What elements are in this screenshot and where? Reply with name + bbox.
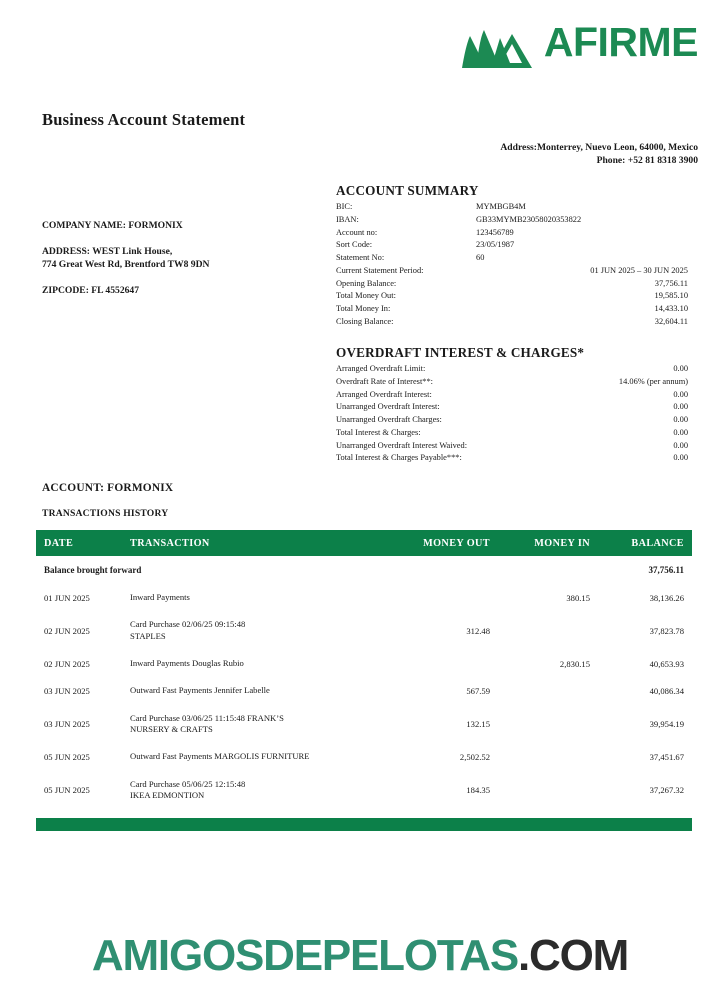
column-header-date: DATE — [36, 530, 122, 556]
cell-date: 03 JUN 2025 — [44, 719, 90, 730]
column-header-transaction: TRANSACTION — [122, 530, 392, 556]
summary-row — [336, 227, 688, 240]
table-row — [36, 611, 692, 650]
company-address-line2: 774 Great West Rd, Brentford TW8 9DN — [42, 258, 210, 270]
summary-row-value: 0.00 — [673, 364, 688, 373]
cell-money-out: 132.15 — [466, 719, 490, 730]
summary-row — [336, 265, 688, 278]
summary-row-label: Unarranged Overdraft Interest Waived: — [336, 440, 468, 450]
transaction-description-line2: NURSERY & CRAFTS — [130, 724, 213, 735]
cell-money-out — [392, 584, 498, 611]
cell-money-out: 2,502.52 — [459, 752, 490, 763]
transaction-description: Outward Fast Payments Jennifer Labelle — [130, 685, 270, 696]
site-watermark — [0, 931, 720, 980]
summary-row-value: 60 — [476, 253, 485, 263]
transaction-description: Inward Payments Douglas Rubio — [130, 658, 244, 669]
cell-date: 05 JUN 2025 — [44, 752, 90, 763]
table-footer-bar — [36, 818, 692, 831]
cell-balance: 40,653.93 — [649, 658, 684, 669]
transactions-table — [36, 530, 692, 837]
summary-row — [336, 278, 688, 291]
summary-row-value: 14,433.10 — [654, 304, 688, 314]
summary-row — [336, 401, 688, 414]
bf-date-cell: Balance brought forward — [44, 565, 142, 575]
bf-label-cell — [122, 556, 392, 584]
cell-transaction — [122, 650, 392, 677]
transactions-history-heading: TRANSACTIONS HISTORY — [42, 508, 169, 519]
summary-row-value: 19,585.10 — [654, 291, 688, 301]
cell-money-in — [498, 705, 598, 744]
cell-transaction — [122, 611, 392, 650]
transaction-description: Inward Payments — [130, 592, 190, 602]
summary-row — [336, 440, 688, 453]
mountain-triangle-logo-icon — [460, 16, 534, 68]
cell-transaction — [122, 584, 392, 611]
transaction-description: Outward Fast Payments MARGOLIS FURNITURE — [130, 751, 310, 762]
table-row — [36, 584, 692, 611]
watermark-tld-text: .COM — [518, 931, 629, 980]
summary-row-label: Current Statement Period: — [336, 265, 424, 275]
cell-money-in — [498, 611, 598, 650]
summary-row-value: 37,756.11 — [654, 278, 688, 288]
summary-row-label: Total Money Out: — [336, 291, 396, 301]
summary-row-label: Arranged Overdraft Limit: — [336, 364, 426, 373]
summary-row-label: Closing Balance: — [336, 316, 394, 326]
summary-row-value: 14.06% (per annum) — [618, 376, 688, 386]
summary-row-value: GB33MYMB23058020353822 — [476, 214, 582, 224]
cell-transaction — [122, 705, 392, 744]
company-details-block — [42, 220, 312, 298]
transactions-table-header — [36, 530, 692, 556]
summary-row-value: 0.00 — [673, 389, 688, 399]
cell-date: 03 JUN 2025 — [44, 686, 90, 697]
summary-row-value: 123456789 — [476, 227, 514, 237]
summary-row-value: 0.00 — [673, 415, 688, 425]
summary-row-value: 01 JUN 2025 – 30 JUN 2025 — [590, 265, 688, 275]
summary-row-label: Overdraft Rate of Interest**: — [336, 376, 433, 386]
summary-row — [336, 389, 688, 402]
cell-money-out — [392, 650, 498, 677]
summary-row — [336, 452, 688, 465]
summary-row-label: Unarranged Overdraft Charges: — [336, 415, 442, 425]
cell-date: 02 JUN 2025 — [44, 625, 90, 636]
summary-row-value: MYMBGB4M — [476, 202, 526, 211]
overdraft-rows — [336, 363, 688, 465]
summary-row-label: Opening Balance: — [336, 278, 397, 288]
summary-row — [336, 303, 688, 316]
company-address-group — [42, 246, 312, 272]
cell-balance: 37,451.67 — [649, 752, 684, 763]
bf-balance-cell: 37,756.11 — [648, 565, 684, 575]
cell-money-in — [498, 771, 598, 810]
cell-transaction — [122, 677, 392, 704]
company-zipcode: ZIPCODE: FL 4552647 — [42, 284, 140, 296]
company-name-group — [42, 220, 312, 233]
page-title: Business Account Statement — [42, 110, 246, 129]
bank-address: Address:Monterrey, Nuevo Leon, 64000, Mexico — [500, 142, 698, 153]
transaction-description: Card Purchase 05/06/25 12:15:48 — [130, 778, 246, 789]
overdraft-charges-panel — [336, 345, 688, 465]
brand-name: AFIRME — [543, 18, 698, 65]
account-label: ACCOUNT: FORMONIX — [42, 482, 174, 494]
summary-row-value: 0.00 — [673, 402, 688, 412]
cell-transaction — [122, 743, 392, 770]
cell-money-out: 312.48 — [466, 625, 490, 636]
summary-row — [336, 363, 688, 376]
summary-row-value: 0.00 — [673, 440, 688, 450]
cell-money-in — [498, 743, 598, 770]
transaction-description-line2: STAPLES — [130, 630, 166, 641]
summary-row — [336, 376, 688, 389]
cell-date: 01 JUN 2025 — [44, 592, 90, 603]
cell-money-in — [498, 677, 598, 704]
bf-money-out-cell — [392, 556, 498, 584]
table-row — [36, 743, 692, 770]
summary-row-value: 23/05/1987 — [476, 240, 515, 250]
summary-row — [336, 214, 688, 227]
bf-money-in-cell — [498, 556, 598, 584]
account-summary-panel — [336, 183, 688, 329]
summary-row — [336, 252, 688, 265]
table-row — [36, 771, 692, 810]
summary-row-value: 32,604.11 — [654, 316, 688, 326]
company-name: COMPANY NAME: FORMONIX — [42, 220, 183, 231]
summary-row — [336, 239, 688, 252]
overdraft-heading: OVERDRAFT INTEREST & CHARGES* — [336, 345, 585, 360]
summary-row-label: Total Interest & Charges Payable***: — [336, 453, 462, 463]
table-header-row — [36, 530, 692, 556]
cell-money-out: 567.59 — [466, 686, 490, 697]
summary-row-label: Statement No: — [336, 253, 385, 263]
table-row — [36, 705, 692, 744]
summary-row-value: 0.00 — [673, 453, 688, 463]
brand-logo — [460, 16, 698, 68]
summary-row — [336, 290, 688, 303]
watermark-primary-text: AMIGOSDEPELOTAS — [91, 931, 519, 980]
column-header-balance: BALANCE — [598, 530, 692, 556]
cell-transaction — [122, 771, 392, 810]
table-row — [36, 650, 692, 677]
company-zipcode-group — [42, 285, 312, 298]
summary-row-label: Arranged Overdraft Interest: — [336, 389, 432, 399]
transactions-table-body — [36, 556, 692, 837]
cell-balance: 37,823.78 — [649, 625, 684, 636]
table-row — [36, 677, 692, 704]
summary-row-value: 0.00 — [673, 427, 688, 437]
transaction-description: Card Purchase 02/06/25 09:15:48 — [130, 619, 246, 630]
account-summary-rows — [336, 201, 688, 329]
cell-balance: 37,267.32 — [649, 785, 684, 796]
account-summary-heading: ACCOUNT SUMMARY — [336, 183, 479, 198]
summary-row — [336, 414, 688, 427]
summary-row-label: Total Interest & Charges: — [336, 427, 421, 437]
summary-row-label: BIC: — [336, 202, 353, 211]
company-address-line1: ADDRESS: WEST Link House, — [42, 245, 173, 257]
column-header-money-out: MONEY OUT — [392, 530, 498, 556]
summary-row-label: Account no: — [336, 227, 378, 237]
cell-balance: 39,954.19 — [649, 719, 684, 730]
transaction-description-line2: IKEA EDMONTION — [130, 790, 205, 801]
transaction-description: Card Purchase 03/06/25 11:15:48 FRANK’S — [130, 712, 284, 723]
cell-money-out: 184.35 — [466, 785, 490, 796]
cell-money-in: 2,830.15 — [559, 658, 590, 669]
cell-date: 02 JUN 2025 — [44, 658, 90, 669]
cell-balance: 38,136.26 — [649, 592, 684, 603]
cell-date: 05 JUN 2025 — [44, 785, 90, 796]
column-header-money-in: MONEY IN — [498, 530, 598, 556]
summary-row-label: Total Money In: — [336, 304, 391, 314]
bank-phone: Phone: +52 81 8318 3900 — [596, 154, 698, 166]
summary-row-label: IBAN: — [336, 214, 359, 224]
bank-contact-block — [500, 142, 698, 168]
summary-row — [336, 316, 688, 329]
cell-money-in: 380.15 — [566, 592, 590, 603]
summary-row — [336, 427, 688, 440]
summary-row — [336, 201, 688, 214]
summary-row-label: Sort Code: — [336, 240, 373, 250]
summary-row-label: Unarranged Overdraft Interest: — [336, 402, 440, 412]
balance-brought-forward-row — [36, 556, 692, 584]
cell-balance: 40,086.34 — [649, 686, 684, 697]
